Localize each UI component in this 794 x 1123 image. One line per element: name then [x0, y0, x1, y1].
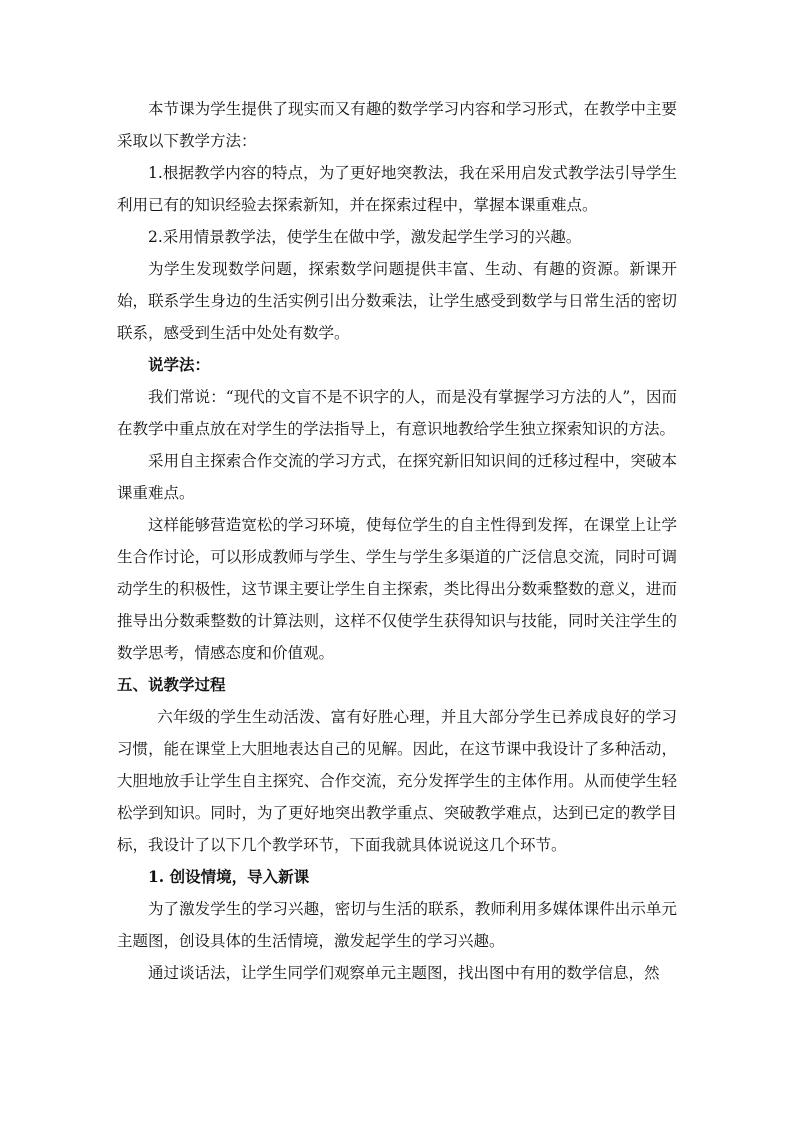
paragraph-interest: 为了激发学生的学习兴趣，密切与生活的联系，教师利用多媒体课件出示单元主题图，创设具体的生活情境，激发起学生的学习兴趣。 — [117, 900, 677, 950]
heading-step-one: 1. 创设情境，导入新课 — [148, 867, 310, 886]
paragraph-resources: 为学生发现数学问题，探索数学问题提供丰富、生动、有趣的资源。新课开始，联系学生身边的生活实例引出分数乘法，让学生感受到数学与日常生活的密切联系，感受到生活中处处有数学。 — [117, 260, 677, 342]
heading-learning-method: 说学法： — [148, 355, 211, 374]
paragraph-environment: 这样能够营造宽松的学习环境，使每位学生的自主性得到发挥，在课堂上让学生合作讨论，可以形成教师与学生、学生与学生多渠道的广泛信息交流，同时可调动学生的积极性，这节课主要让学生自主探索，类比得出分数乘整数的意义，进而推导出分数乘整数的计算法则，这样不仅使学生获得知识与技能，同时关注学生的数学思考，情感态度和价值观。 — [117, 516, 677, 662]
paragraph-grade-six: 六年级的学生生动活泼、富有好胜心理，并且大部分学生已养成良好的学习习惯，能在课堂上大胆地表达自己的见解。因此，在这节课中我设计了多种活动，大胆地放手让学生自主探究、合作交流，充分发挥学生的主体作用。从而使学生轻松学到知识。同时，为了更好地突出教学重点、突破教学难点，达到已定的教学目标，我设计了以下几个教学环节，下面我就具体说说这几个环节。 — [117, 708, 677, 854]
paragraph-intro: 本节课为学生提供了现实而又有趣的数学学习内容和学习形式，在教学中主要采取以下教学方法： — [117, 100, 677, 150]
paragraph-method-2: 2.采用情景教学法，使学生在做中学，激发起学生学习的兴趣。 — [148, 228, 582, 246]
paragraph-exploration: 采用自主探索合作交流的学习方式，在探究新旧知识间的迁移过程中，突破本课重难点。 — [117, 452, 677, 502]
heading-section-five: 五、说教学过程 — [117, 675, 226, 694]
paragraph-conversation: 通过谈话法，让学生同学们观察单元主题图，找出图中有用的数学信息，然 — [148, 964, 660, 982]
paragraph-quote: 我们常说：“现代的文盲不是不识字的人，而是没有掌握学习方法的人”，因而在教学中重点放在对学生的学法指导上，有意识地教给学生独立探索知识的方法。 — [117, 388, 677, 438]
paragraph-method-1: 1.根据教学内容的特点，为了更好地突教法，我在采用启发式教学法引导学生利用已有的知识经验去探索新知，并在探索过程中，掌握本课重难点。 — [117, 164, 677, 214]
